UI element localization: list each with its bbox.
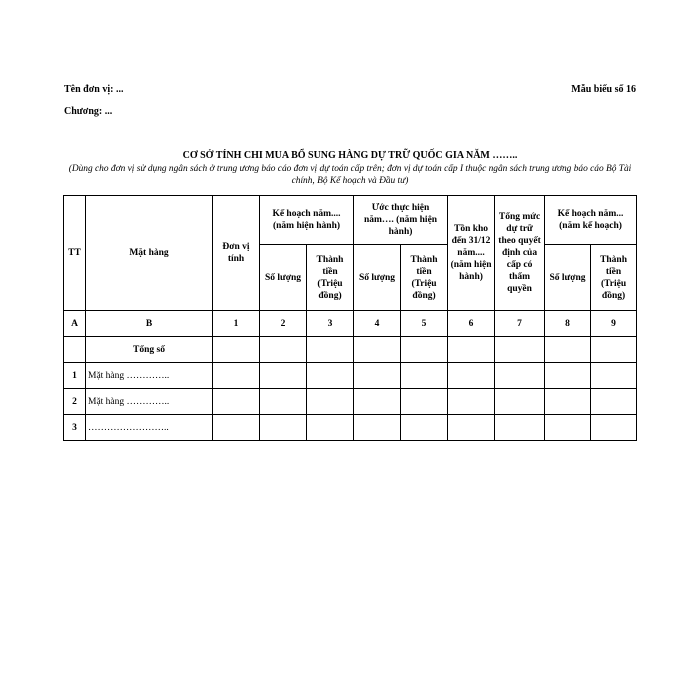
header-stock: Tồn kho đến 31/12 năm.... (năm hiện hành) (448, 196, 495, 311)
index-cell: 8 (545, 311, 591, 337)
header-plan-current: Kế hoạch năm.... (năm hiện hành) (260, 196, 354, 245)
index-cell: 1 (213, 311, 260, 337)
document-title: CƠ SỞ TÍNH CHI MUA BỔ SUNG HÀNG DỰ TRỮ QUỐC GIA NĂM …….. (182, 150, 518, 161)
empty-cell (545, 337, 591, 363)
empty-cell (260, 363, 307, 389)
empty-cell (213, 337, 260, 363)
empty-cell (591, 337, 637, 363)
empty-cell (354, 337, 401, 363)
empty-cell (354, 389, 401, 415)
index-cell: 3 (307, 311, 354, 337)
index-cell: 5 (401, 311, 448, 337)
header-quantity: Số lượng (354, 245, 401, 311)
row-number: 2 (64, 389, 86, 415)
header-amount: Thành tiền (Triệu đồng) (307, 245, 354, 311)
header-amount: Thành tiền (Triệu đồng) (401, 245, 448, 311)
empty-cell (591, 389, 637, 415)
empty-cell (213, 389, 260, 415)
empty-cell (307, 415, 354, 441)
empty-cell (213, 363, 260, 389)
index-cell: 9 (591, 311, 637, 337)
total-row (64, 337, 637, 363)
empty-cell (354, 415, 401, 441)
header-estimate-current: Ước thực hiện năm…. (năm hiện hành) (354, 196, 448, 245)
index-cell: A (64, 311, 86, 337)
unit-name: Tên đơn vị: ... (64, 84, 124, 95)
empty-cell (401, 337, 448, 363)
table-row (64, 389, 637, 415)
index-cell: 7 (495, 311, 545, 337)
empty-cell (495, 415, 545, 441)
row-item: …………………….. (86, 415, 213, 441)
empty-cell (307, 389, 354, 415)
row-number: 1 (64, 363, 86, 389)
empty-cell (401, 363, 448, 389)
empty-cell (545, 415, 591, 441)
empty-cell (495, 363, 545, 389)
header-quantity: Số lượng (260, 245, 307, 311)
empty-cell (448, 337, 495, 363)
empty-cell (401, 415, 448, 441)
header-amount: Thành tiền (Triệu đồng) (591, 245, 637, 311)
data-table (63, 195, 637, 441)
header-total-reserve: Tổng mức dự trữ theo quyết định của cấp có thẩm quyền (495, 196, 545, 311)
empty-cell (591, 415, 637, 441)
empty-cell (448, 415, 495, 441)
empty-cell (260, 415, 307, 441)
row-number: 3 (64, 415, 86, 441)
header-item: Mặt hàng (86, 196, 213, 311)
empty-cell (545, 389, 591, 415)
index-cell: 6 (448, 311, 495, 337)
header-unit: Đơn vị tính (213, 196, 260, 311)
form-number: Mẫu biểu số 16 (571, 84, 636, 95)
chapter: Chương: ... (64, 106, 113, 117)
header-plan-year: Kế hoạch năm... (năm kế hoạch) (545, 196, 637, 245)
empty-cell (307, 337, 354, 363)
table-row (64, 363, 637, 389)
table-row (64, 415, 637, 441)
empty-cell (401, 389, 448, 415)
header-tt: TT (64, 196, 86, 311)
empty-cell (448, 389, 495, 415)
header-row-1 (64, 196, 637, 245)
row-item: Mặt hàng ………….. (86, 389, 213, 415)
row-item: Mặt hàng ………….. (86, 363, 213, 389)
header-quantity: Số lượng (545, 245, 591, 311)
empty-cell (495, 389, 545, 415)
index-cell: B (86, 311, 213, 337)
index-cell: 2 (260, 311, 307, 337)
empty-cell (354, 363, 401, 389)
empty-cell (213, 415, 260, 441)
empty-cell (591, 363, 637, 389)
empty-cell (307, 363, 354, 389)
empty-cell (448, 363, 495, 389)
empty-cell (260, 389, 307, 415)
empty-cell (495, 337, 545, 363)
index-row (64, 311, 637, 337)
empty-cell (64, 337, 86, 363)
total-label: Tổng số (86, 337, 213, 363)
document-subtitle: (Dùng cho đơn vị sử dụng ngân sách ở trung ương báo cáo đơn vị dự toán cấp trên; đơn vị dự toán cấp I thuộc ngân sách trung ương báo cáo Bộ Tài chính, Bộ Kế hoạch và Đầu tư) (68, 164, 632, 186)
empty-cell (260, 337, 307, 363)
index-cell: 4 (354, 311, 401, 337)
empty-cell (545, 363, 591, 389)
